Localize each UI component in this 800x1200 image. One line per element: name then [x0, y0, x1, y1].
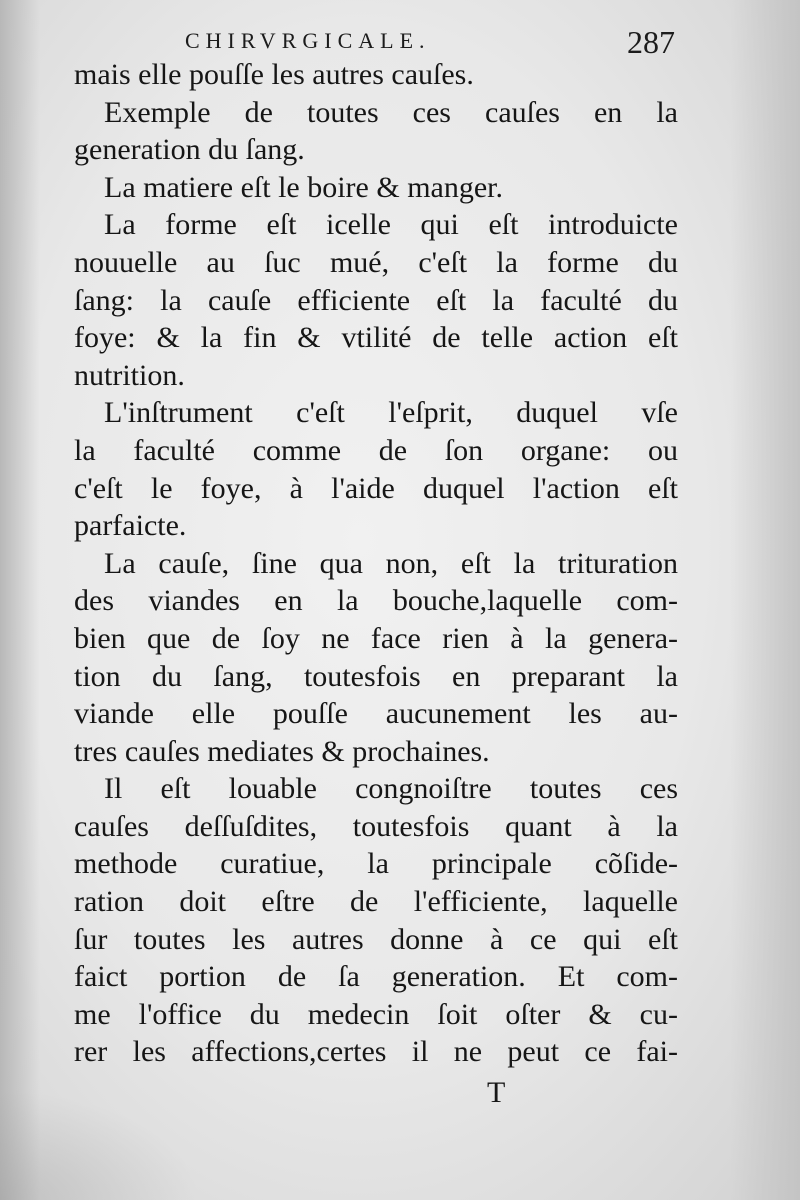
text-line: me l'office du medecin ſoit oſter & cu- — [74, 997, 678, 1031]
text-line: Exemple de toutes ces cauſes en la — [104, 95, 678, 129]
gutter-shadow — [0, 0, 40, 1200]
page-edge-shadow — [730, 0, 800, 1200]
text-line: La forme eſt icelle qui eſt introduicte — [104, 208, 678, 242]
text-line: ſang: la cauſe efficiente eſt la faculté du — [74, 283, 678, 317]
text-line: generation du ſang. — [74, 133, 305, 167]
text-line: nouuelle au ſuc mué, c'eſt la forme du — [74, 245, 678, 279]
text-line: la faculté comme de ſon organe: ou — [74, 433, 678, 467]
text-line: foye: & la fin & vtilité de telle action eſt — [74, 321, 678, 355]
signature-mark: T — [487, 1076, 506, 1109]
page-number: 287 — [627, 24, 675, 60]
text-line: ration doit eſtre de l'efficiente, laquelle — [74, 885, 678, 919]
text-line: methode curatiue, la principale cõſide- — [74, 847, 678, 881]
text-line: Il eſt louable congnoiſtre toutes ces — [104, 772, 678, 806]
page-stain — [0, 1090, 200, 1200]
text-line: La cauſe, ſine qua non, eſt la trituration — [104, 546, 678, 580]
text-line: parfaicte. — [74, 509, 187, 543]
text-line: mais elle pouſſe les autres cauſes. — [74, 58, 474, 91]
body-text — [74, 56, 678, 1071]
text-line: faict portion de ſa generation. Et com- — [74, 960, 678, 994]
text-line: cauſes deſſuſdites, toutesfois quant à la — [74, 809, 678, 843]
text-line: La matiere eſt le boire & manger. — [104, 170, 503, 204]
text-line: des viandes en la bouche,laquelle com- — [74, 584, 678, 618]
text-line: bien que de ſoy ne face rien à la genera- — [74, 621, 678, 655]
text-line: rer les affections,certes il ne peut ce fai- — [74, 1035, 678, 1069]
text-line: ſur toutes les autres donne à ce qui eſt — [74, 922, 678, 956]
text-line: L'inſtrument c'eſt l'eſprit, duquel vſe — [104, 396, 678, 430]
text-line: tres cauſes mediates & prochaines. — [74, 734, 490, 768]
text-line: tion du ſang, toutesfois en preparant la — [74, 659, 678, 693]
text-line: viande elle pouſſe aucunement les au- — [74, 697, 678, 731]
running-head: CHIRVRGICALE. — [185, 28, 431, 53]
text-line: c'eſt le foye, à l'aide duquel l'action eſt — [74, 471, 678, 505]
text-line: nutrition. — [74, 358, 185, 392]
